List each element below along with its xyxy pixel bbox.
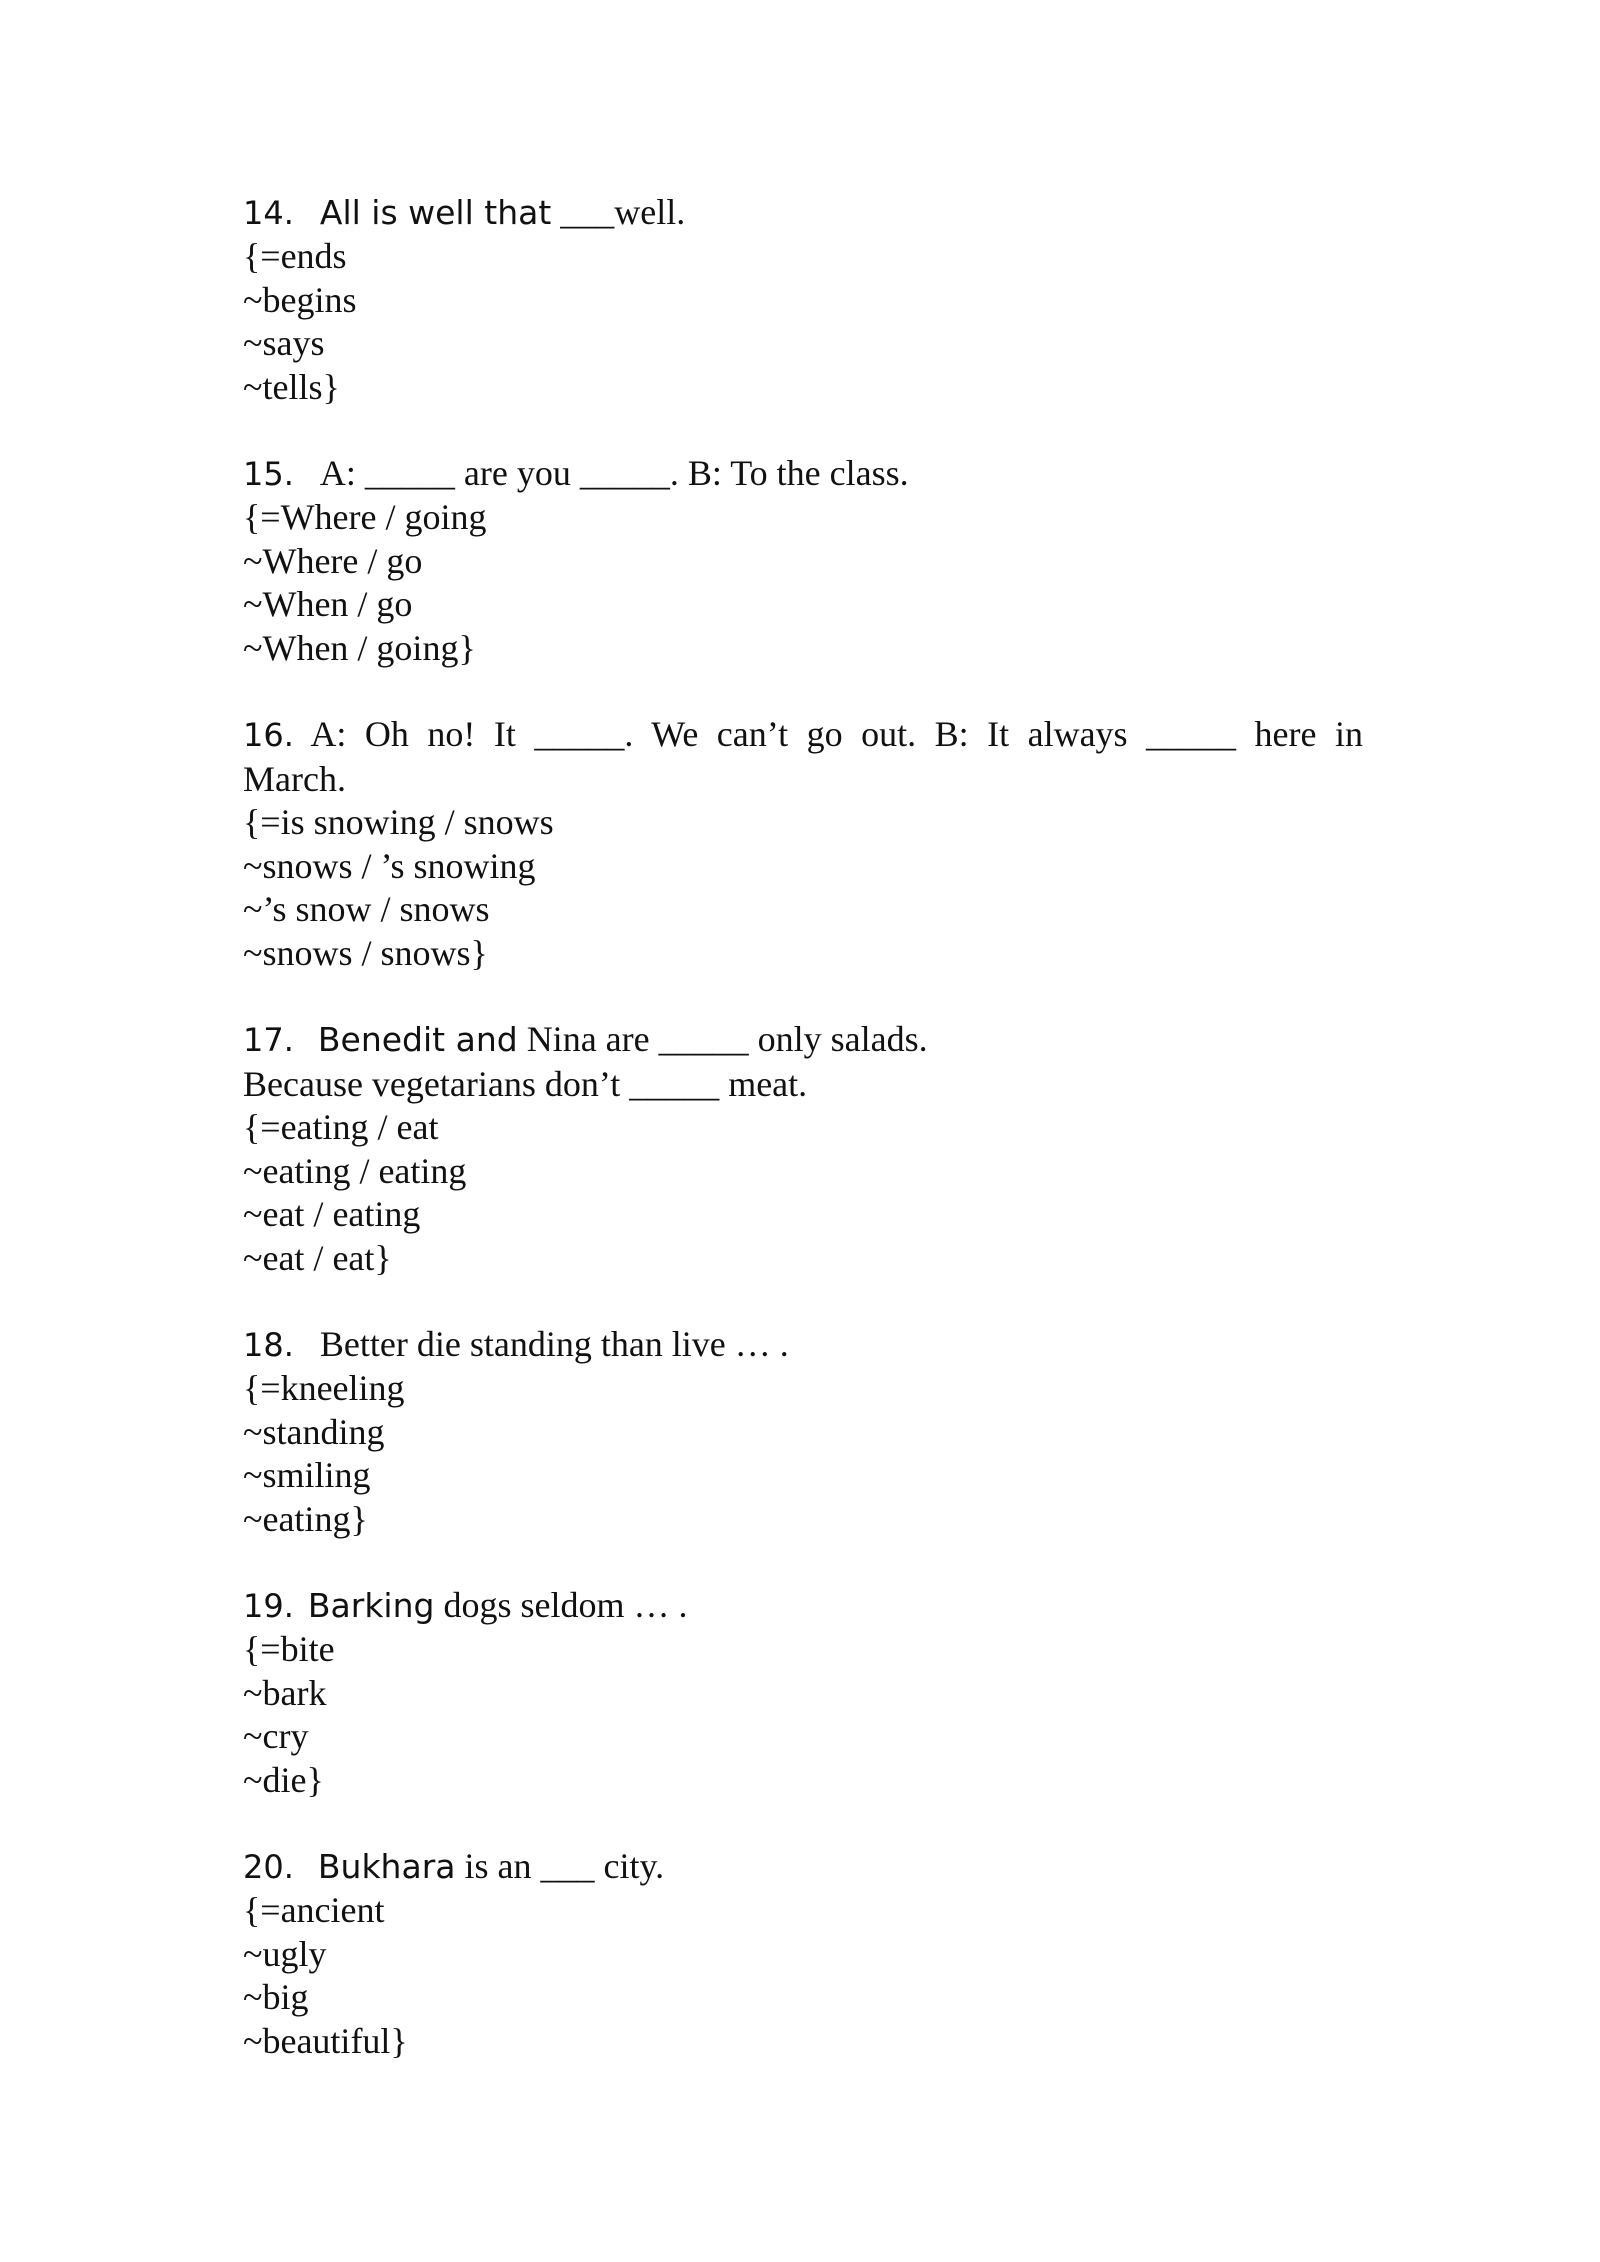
answer-option: ~eat / eat} [243, 1237, 392, 1278]
answer-option: ~eating} [243, 1498, 368, 1539]
answer-option: ~Where / go [243, 540, 423, 581]
answer-option: ~snows / snows} [243, 932, 488, 973]
question-number: 17. [243, 1021, 294, 1059]
answer-option: ~says [243, 323, 325, 363]
answer-option: ~When / going} [243, 627, 476, 668]
question-stem-text: is an ___ city. [455, 1846, 665, 1886]
answer-option: ~eating / eating [243, 1150, 467, 1191]
answer-option: {=kneeling [243, 1368, 405, 1408]
question-spacer [243, 1541, 1363, 1583]
question-stem-text: Nina are _____ only salads. [517, 1019, 928, 1059]
question-stem [243, 190, 1363, 235]
answer-option: ~bark [243, 1672, 327, 1713]
question-number: 19. [243, 1587, 294, 1625]
answer-option: {=bite [243, 1629, 335, 1669]
question-stem-text: ___well. [551, 192, 686, 232]
answer-option: {=eating / eat [243, 1107, 439, 1147]
question-number: 18. [243, 1326, 294, 1364]
answer-option: ~When / go [243, 584, 413, 624]
question-number: 20. [243, 1848, 294, 1886]
question-stem-sans: Bukhara [317, 1847, 456, 1886]
question-number: 15. [243, 455, 294, 493]
question-stem-sans: Barking [307, 1586, 435, 1625]
question-stem-continuation: March. [243, 759, 346, 799]
answer-option: ~standing [243, 1411, 385, 1452]
question-16 [243, 712, 1363, 975]
question-number: 14. [243, 194, 294, 232]
answer-option: ~beautiful} [243, 2020, 408, 2061]
question-stem-sans: Benedit and [317, 1020, 518, 1059]
question-spacer [243, 1280, 1363, 1322]
question-stem-text: Better die standing than live … . [319, 1324, 789, 1364]
answer-option: ~’s snow / snows [243, 889, 490, 929]
question-stem [243, 1583, 1363, 1628]
question-stem-continuation: Because vegetarians don’t _____ meat. [243, 1064, 808, 1104]
answer-option: {=is snowing / snows [243, 802, 554, 842]
question-stem-text: dogs seldom … . [434, 1585, 688, 1625]
question-spacer [243, 409, 1363, 451]
answer-option: ~ugly [243, 1933, 327, 1974]
question-15 [243, 451, 1363, 670]
question-19 [243, 1583, 1363, 1802]
answer-option: ~big [243, 1977, 309, 2017]
question-spacer [243, 975, 1363, 1017]
question-spacer [243, 670, 1363, 712]
answer-option: ~die} [243, 1759, 324, 1800]
answer-option: {=Where / going [243, 497, 487, 537]
question-stem-text: A: Oh no! It _____. We can’t go out. B: It always _____ here in [310, 714, 1363, 754]
answer-option: ~smiling [243, 1455, 371, 1495]
answer-option: ~begins [243, 279, 357, 320]
question-17 [243, 1017, 1363, 1280]
question-stem [243, 1017, 1363, 1062]
answer-option: ~eat / eating [243, 1194, 421, 1234]
question-spacer [243, 1802, 1363, 1844]
question-stem-sans: All is well that [319, 193, 552, 232]
question-stem [243, 1322, 1363, 1367]
question-stem [243, 451, 1363, 496]
question-20 [243, 1844, 1363, 2063]
question-stem-text: A: _____ are you _____. B: To the class. [319, 453, 909, 493]
answer-option: ~tells} [243, 366, 340, 407]
answer-option: {=ends [243, 236, 347, 276]
question-14 [243, 190, 1363, 409]
answer-option: ~cry [243, 1716, 309, 1756]
question-18 [243, 1322, 1363, 1541]
answer-option: {=ancient [243, 1890, 385, 1930]
document-page [243, 190, 1363, 2063]
question-number: 16. [243, 716, 294, 754]
question-stem [243, 1844, 1363, 1889]
answer-option: ~snows / ’s snowing [243, 845, 536, 886]
question-stem [243, 712, 1363, 757]
